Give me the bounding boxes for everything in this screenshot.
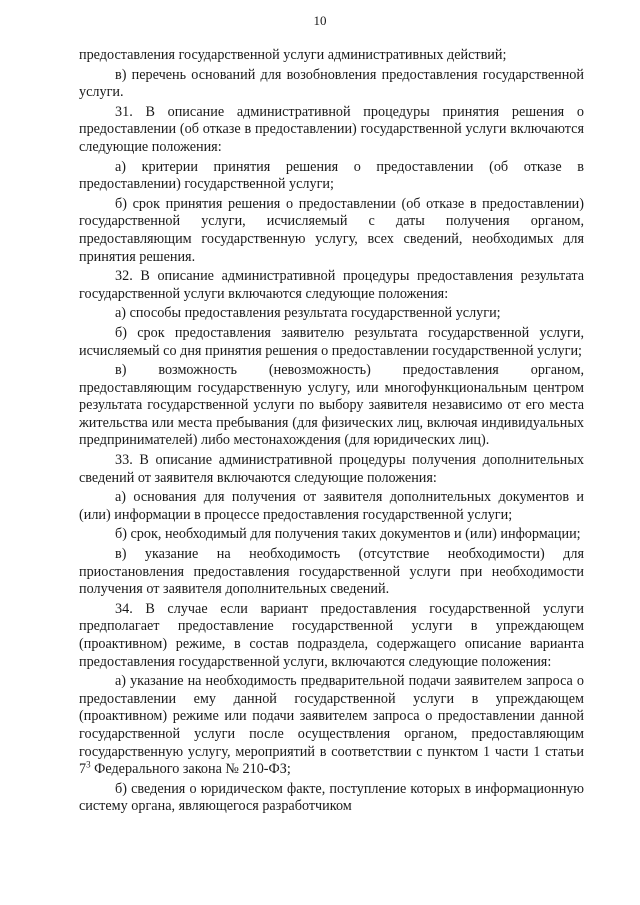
document-body	[79, 47, 584, 818]
paragraph-33-v: в) указание на необходимость (отсутствие необходимости) для приостановления предоставления государственной услуги при необходимости получения от заявителя дополнительных сведений.	[79, 546, 584, 598]
paragraph-33-b: б) срок, необходимый для получения таких документов и (или) информации;	[115, 526, 581, 543]
paragraph-31-a: а) критерии принятия решения о предоставлении (об отказе в предоставлении) государственной услуги;	[79, 158, 584, 193]
paragraph-item-v: в) перечень оснований для возобновления предоставления государственной услуги.	[79, 66, 584, 101]
paragraph-34-b: б) сведения о юридическом факте, поступление которых в информационную систему органа, являющегося разработчиком	[79, 780, 584, 815]
paragraph-32-v: в) возможность (невозможность) предоставления органом, предоставляющим государственную услугу, или многофункциональным центром результата государственной услуги по выбору заявителя независимо от его места жительства или места пребывания (для физических лиц, включая индивидуальных предпринимателей) либо местонахождения (для юридических лиц).	[79, 362, 584, 449]
paragraph-33-a: а) основания для получения от заявителя дополнительных документов и (или) информации в процессе предоставления государственной услуги;	[79, 489, 584, 523]
paragraph-32: 32. В описание административной процедуры предоставления результата государственной услуги включаются следующие положения:	[79, 268, 584, 302]
paragraph-34-a	[79, 673, 584, 779]
paragraph-31: 31. В описание административной процедуры принятия решения о предоставлении (об отказе в предоставлении) государственной услуги включаются следующие положения:	[79, 103, 584, 155]
paragraph-continuation: предоставления государственной услуги административных действий;	[79, 47, 507, 63]
paragraph-31-b: б) срок принятия решения о предоставлении (об отказе в предоставлении) государственной услуги, исчисляемый с даты получения органом, предоставляющим государственную услугу, всех сведений, необходимых для принятия решения.	[79, 195, 584, 265]
paragraph-32-b: б) срок предоставления заявителю результата государственной услуги, исчисляемый со дня принятия решения о предоставлении государственной услуги;	[79, 324, 584, 359]
paragraph-34-a-tail: Федерального закона № 210-ФЗ;	[90, 761, 291, 778]
paragraph-33: 33. В описание административной процедуры получения дополнительных сведений от заявителя включаются следующие положения:	[79, 452, 584, 486]
paragraph-34: 34. В случае если вариант предоставления государственной услуги предполагает предоставление государственной услуги в упреждающем (проактивном) режиме, в состав подраздела, содержащего описание варианта предоставления государственной услуги, включаются следующие положения:	[79, 600, 584, 670]
paragraph-34-a-text: а) указание на необходимость предварительной подачи заявителем запроса о предоставлении ему данной государственной услуги в упреждающем (проактивном) режиме или подачи заявителем запроса о предоставлении данной государственной услуги после осуществления органом, предоставляющим государственную услугу, мероприятий в соответствии с пунктом 1 части 1 статьи 7	[79, 673, 584, 778]
page-number: 10	[313, 13, 327, 28]
paragraph-32-a: а) способы предоставления результата государственной услуги;	[115, 305, 501, 322]
superscript: 3	[86, 759, 91, 770]
